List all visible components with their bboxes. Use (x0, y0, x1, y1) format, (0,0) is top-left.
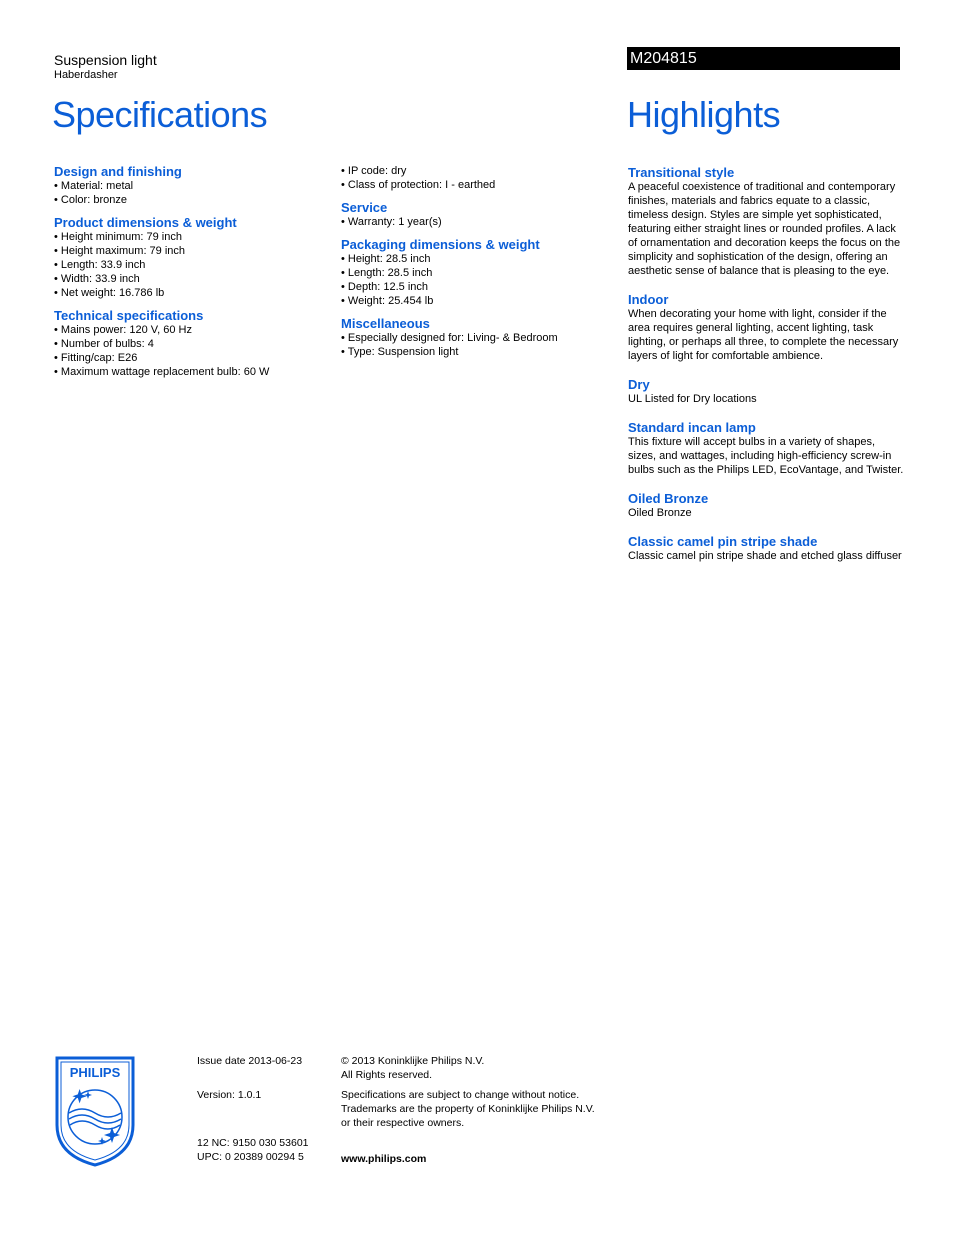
spec-item: • Height maximum: 79 inch (54, 245, 186, 257)
spec-section (54, 164, 324, 207)
nc-number: 12 NC: 9150 030 53601 (197, 1137, 309, 1149)
spec-item: • Especially designed for: Living- & Bedroom (341, 332, 558, 344)
spec-item: • Height minimum: 79 inch (54, 231, 182, 243)
spec-item: • Length: 33.9 inch (54, 259, 146, 271)
product-code-bar (627, 47, 900, 70)
specs-column-left (54, 164, 324, 387)
spec-heading: Service (341, 200, 388, 215)
spec-item: • Weight: 25.454 lb (341, 295, 434, 307)
philips-shield-logo (54, 1055, 136, 1167)
spec-item: • Maximum wattage replacement bulb: 60 W (54, 366, 270, 378)
highlight-section (628, 165, 904, 278)
issue-date: Issue date 2013-06-23 (197, 1055, 303, 1067)
highlight-section (628, 420, 904, 477)
spec-item: • Number of bulbs: 4 (54, 338, 154, 350)
highlight-heading: Dry (628, 377, 650, 392)
upc-number: UPC: 0 20389 00294 5 (197, 1151, 304, 1163)
highlight-body: When decorating your home with light, consider if the area requires general lighting, accent lighting, task lighting, or perhaps all three, to complete the necessary layers of light for comfortable ambience. (628, 308, 899, 362)
spec-item: • Warranty: 1 year(s) (341, 216, 442, 228)
notice-line: or their respective owners. (341, 1117, 465, 1129)
spec-section (341, 200, 611, 229)
product-collection: Haberdasher (54, 69, 118, 81)
spec-heading: Packaging dimensions & weight (341, 237, 540, 252)
highlight-body: This fixture will accept bulbs in a variety of shapes, sizes, and wattages, including high-efficiency screw-in bulbs such as the Philips LED, EcoVantage, and Twister. (628, 436, 904, 476)
notice-line: Trademarks are the property of Koninklijke Philips N.V. (341, 1103, 595, 1115)
highlight-heading: Indoor (628, 292, 669, 307)
highlight-heading: Oiled Bronze (628, 491, 709, 506)
spec-heading: Design and finishing (54, 164, 182, 179)
spec-item: • Type: Suspension light (341, 346, 459, 358)
specifications-title: Specifications (52, 94, 268, 135)
spec-heading: Product dimensions & weight (54, 215, 237, 230)
highlight-section (628, 292, 904, 363)
highlight-heading: Standard incan lamp (628, 420, 756, 435)
highlight-body: A peaceful coexistence of traditional and contemporary finishes, materials and fabrics equate to a classic, timeless design. Styles are simple yet sophisticated, featuring either straight lines or rounded profiles. A lack of ornamentation and decoration keeps the focus on the simplicity and sophistication of the design, offering an aesthetic sense of balance that is pleasing to the eye. (628, 181, 901, 277)
product-name: Suspension light (54, 52, 157, 68)
spec-item: • Class of protection: I - earthed (341, 179, 496, 191)
spec-item: • Mains power: 120 V, 60 Hz (54, 324, 192, 336)
website-link[interactable]: www.philips.com (341, 1153, 427, 1165)
highlights-column (628, 165, 904, 577)
highlight-section (628, 491, 904, 520)
spec-item: • Material: metal (54, 180, 134, 192)
footer-meta (197, 1054, 327, 1164)
spec-item: • Length: 28.5 inch (341, 267, 433, 279)
highlight-section (628, 534, 904, 563)
spec-section (54, 215, 324, 300)
spec-item: • IP code: dry (341, 165, 407, 177)
highlight-heading: Classic camel pin stripe shade (628, 534, 818, 549)
spec-heading: Technical specifications (54, 308, 204, 323)
notice-line: Specifications are subject to change without notice. (341, 1089, 580, 1101)
spec-item: • Height: 28.5 inch (341, 253, 431, 265)
highlight-body: Classic camel pin stripe shade and etched glass diffuser (628, 550, 902, 562)
logo-wordmark: PHILIPS (69, 1065, 121, 1080)
product-code: M204815 (630, 50, 697, 67)
spec-item: • Depth: 12.5 inch (341, 281, 429, 293)
spec-section-continued (341, 164, 611, 192)
copyright: © 2013 Koninklijke Philips N.V. (341, 1055, 485, 1067)
highlight-body: UL Listed for Dry locations (628, 393, 757, 405)
highlights-title: Highlights (627, 94, 781, 135)
spec-section (341, 316, 611, 359)
footer-legal (341, 1054, 621, 1166)
spec-item: • Width: 33.9 inch (54, 273, 140, 285)
highlight-heading: Transitional style (628, 165, 735, 180)
rights: All Rights reserved. (341, 1069, 433, 1081)
version: Version: 1.0.1 (197, 1089, 262, 1101)
spec-heading: Miscellaneous (341, 316, 430, 331)
spec-item: • Color: bronze (54, 194, 127, 206)
spec-section (341, 237, 611, 308)
spec-section (54, 308, 324, 379)
highlight-section (628, 377, 904, 406)
spec-item: • Fitting/cap: E26 (54, 352, 138, 364)
specs-column-right (341, 164, 611, 367)
highlight-body: Oiled Bronze (628, 507, 692, 519)
spec-item: • Net weight: 16.786 lb (54, 287, 165, 299)
